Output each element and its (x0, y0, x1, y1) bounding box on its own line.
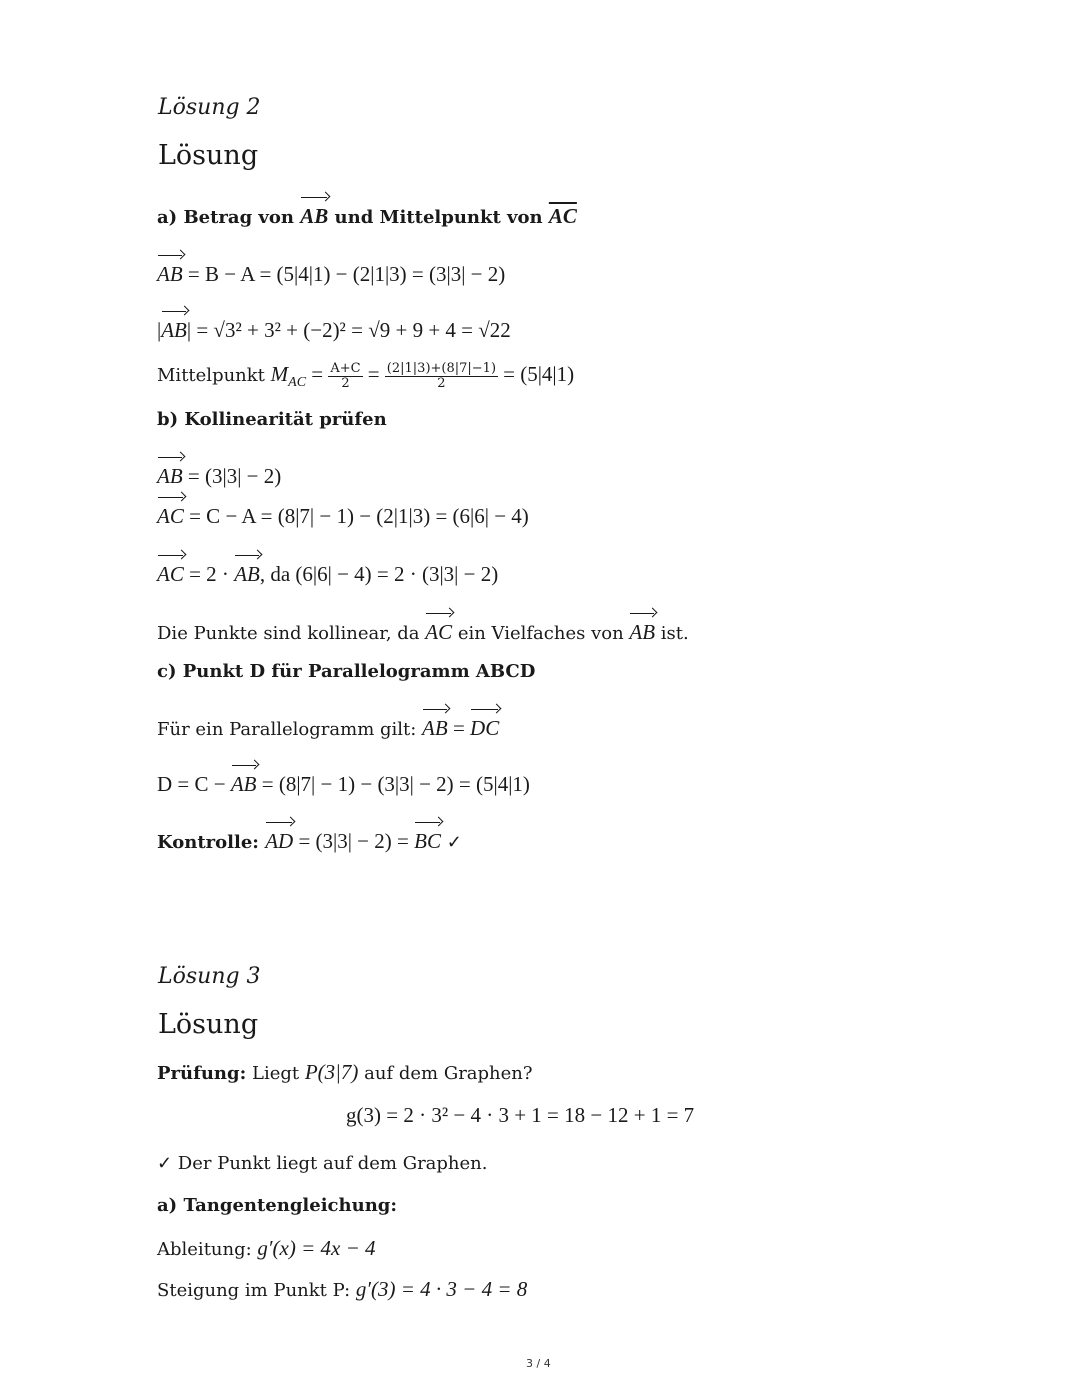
point-check-question: Prüfung: Liegt P(3|7) auf dem Graphen? (157, 1060, 533, 1084)
point-confirmation: ✓ Der Punkt liegt auf dem Graphen. (157, 1153, 488, 1174)
b-conclusion: Die Punkte sind kollinear, da AC ein Vielfaches von AB ist. (157, 620, 689, 644)
page-number: 3 / 4 (526, 1357, 551, 1370)
b-relation-line: AC = 2 · AB, da (6|6| − 4) = 2 · (3|3| − 2) (157, 562, 499, 586)
ab-vector-line: AB = B − A = (5|4|1) − (2|1|3) = (3|3| − 2) (157, 262, 506, 286)
vector-ab: AB (300, 204, 329, 228)
b-ac-line: AC = C − A = (8|7| − 1) − (2|1|3) = (6|6| − 4) (157, 504, 529, 528)
c-point-d-line: D = C − AB = (8|7| − 1) − (3|3| − 2) = (5|4|1) (157, 772, 530, 796)
part-a-title: a) Betrag von AB und Mittelpunkt von $\overline{AC}$ (157, 204, 577, 228)
ab-magnitude-line: |AB| = √3² + 3² + (−2)² = √9 + 9 + 4 = √22 (157, 318, 511, 342)
segment-ac: $\overline{AC}$ (548, 204, 577, 228)
part-b-title: b) Kollinearität prüfen (157, 409, 387, 430)
c-parallelogram-rule: Für ein Parallelogramm gilt: AB = DC (157, 716, 500, 740)
evaluation-equation: g(3) = 2 · 3² − 4 · 3 + 1 = 18 − 12 + 1 = 7 (346, 1103, 695, 1127)
section-2-label: Lösung 2 (158, 95, 261, 120)
section-2-heading: Lösung (158, 140, 259, 171)
check-mark-icon: ✓ (440, 832, 462, 853)
derivative-line: Ableitung: g′(x) = 4x − 4 (157, 1236, 376, 1260)
midpoint-line: Mittelpunkt $M_{AC}$ = $\frac{A+C}{2}$ = $\frac{(2|1|3)+(8|7|-1)}{2}$ = (5|4|1) (157, 361, 575, 391)
part-c-title: c) Punkt D für Parallelogramm ABCD (157, 661, 536, 682)
c-check-line: Kontrolle: AD = (3|3| − 2) = BC ✓ (157, 829, 462, 853)
slope-line: Steigung im Punkt P: g′(3) = 4 · 3 − 4 = 8 (157, 1277, 528, 1301)
b-ab-line: AB = (3|3| − 2) (157, 464, 282, 488)
section-3-label: Lösung 3 (158, 964, 261, 989)
section-3-heading: Lösung (158, 1009, 259, 1040)
tangent-title: a) Tangentengleichung: (157, 1195, 398, 1216)
